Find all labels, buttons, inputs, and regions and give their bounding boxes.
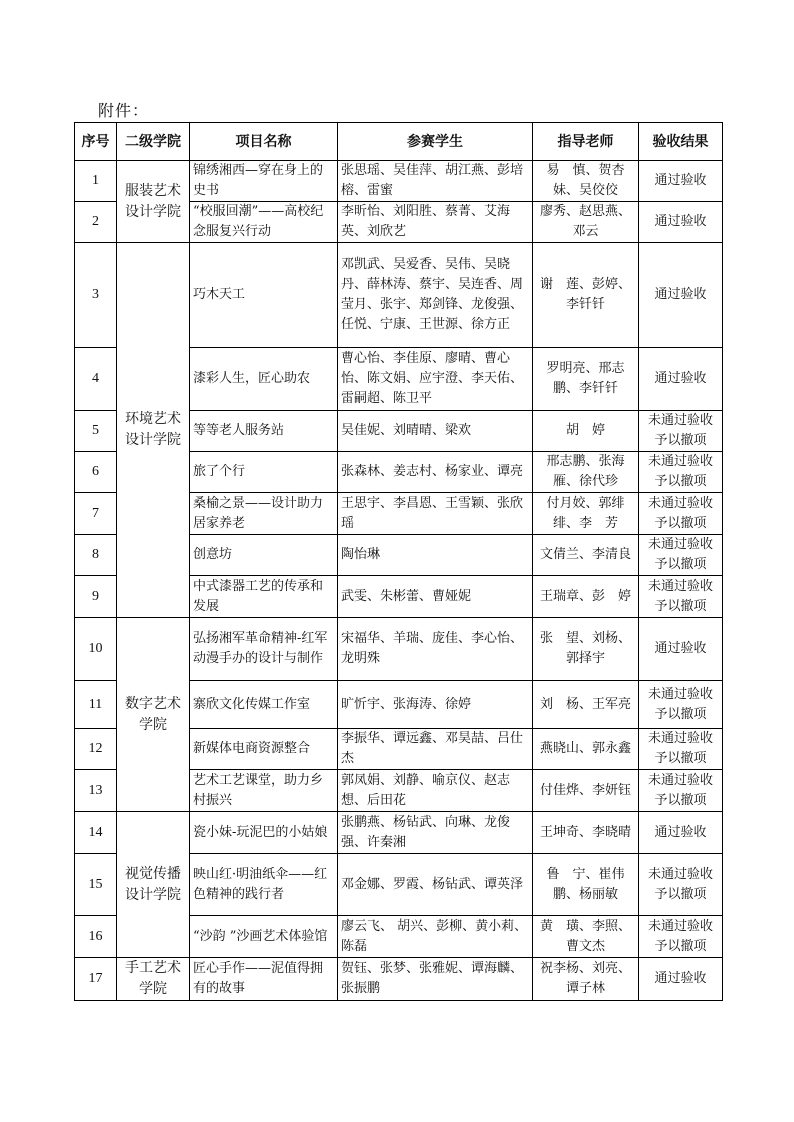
students-cell: 邓凯武、吴爱香、吴伟、吴晓丹、薛林涛、蔡宇、吴连香、周莹月、张宇、郑剑锋、龙俊强、任悦、宁康、王世源、徐方正 xyxy=(338,243,533,348)
result-cell: 通过验收 xyxy=(639,812,723,854)
project-cell: 弘扬湘军革命精神-红军动漫手办的设计与制作 xyxy=(190,618,338,681)
students-cell: 吴佳妮、刘晴晴、梁欢 xyxy=(338,411,533,452)
row-no: 5 xyxy=(75,411,117,452)
result-cell: 未通过验收予以撤项 xyxy=(639,493,723,535)
project-cell: 巧木天工 xyxy=(190,243,338,348)
row-no: 3 xyxy=(75,243,117,348)
row-no: 9 xyxy=(75,576,117,618)
row-no: 15 xyxy=(75,854,117,916)
students-cell: 王思宇、李昌恩、王雪颖、张欣瑶 xyxy=(338,493,533,535)
result-cell: 未通过验收予以撤项 xyxy=(639,411,723,452)
project-acceptance-table xyxy=(74,122,723,1001)
teachers-cell: 付佳烨、李妍钰 xyxy=(533,770,639,812)
header-students: 参赛学生 xyxy=(338,123,533,161)
department-cell: 数字艺术学院 xyxy=(117,618,190,812)
teachers-cell: 文倩兰、李清良 xyxy=(533,535,639,576)
teachers-cell: 王坤奇、李晓晴 xyxy=(533,812,639,854)
row-no: 17 xyxy=(75,958,117,1001)
result-cell: 未通过验收予以撤项 xyxy=(639,576,723,618)
result-cell: 未通过验收予以撤项 xyxy=(639,854,723,916)
table-row xyxy=(75,618,723,681)
row-no: 8 xyxy=(75,535,117,576)
project-cell: “沙韵 ”沙画艺术体验馆 xyxy=(190,916,338,958)
table-row xyxy=(75,812,723,854)
result-cell: 通过验收 xyxy=(639,202,723,243)
header-department: 二级学院 xyxy=(117,123,190,161)
department-cell: 手工艺术学院 xyxy=(117,958,190,1001)
result-cell: 未通过验收予以撤项 xyxy=(639,729,723,770)
students-cell: 贺钰、张梦、张雅妮、谭海麟、张振鹏 xyxy=(338,958,533,1001)
row-no: 14 xyxy=(75,812,117,854)
teachers-cell: 刘 杨、王军亮 xyxy=(533,681,639,729)
row-no: 16 xyxy=(75,916,117,958)
result-cell: 未通过验收予以撤项 xyxy=(639,681,723,729)
project-cell: 瓷小妹-玩泥巴的小姑娘 xyxy=(190,812,338,854)
project-cell: 新媒体电商资源整合 xyxy=(190,729,338,770)
project-cell: “校服回潮”——高校纪念服复兴行动 xyxy=(190,202,338,243)
table-row xyxy=(75,958,723,1001)
header-project: 项目名称 xyxy=(190,123,338,161)
project-cell: 映山红·明油纸伞——红色精神的践行者 xyxy=(190,854,338,916)
students-cell: 陶怡琳 xyxy=(338,535,533,576)
row-no: 2 xyxy=(75,202,117,243)
teachers-cell: 谢 莲、彭婷、李钎钎 xyxy=(533,243,639,348)
teachers-cell: 胡 婷 xyxy=(533,411,639,452)
project-cell: 艺术工艺课堂，助力乡村振兴 xyxy=(190,770,338,812)
project-cell: 漆彩人生，匠心助农 xyxy=(190,348,338,411)
row-no: 1 xyxy=(75,161,117,202)
result-cell: 通过验收 xyxy=(639,958,723,1001)
project-cell: 创意坊 xyxy=(190,535,338,576)
header-teachers: 指导老师 xyxy=(533,123,639,161)
teachers-cell: 易 慎、贺杏妹、吴佼佼 xyxy=(533,161,639,202)
header-result: 验收结果 xyxy=(639,123,723,161)
result-cell: 通过验收 xyxy=(639,243,723,348)
teachers-cell: 罗明亮、邢志鹏、李钎钎 xyxy=(533,348,639,411)
students-cell: 廖云飞、 胡兴、彭柳、黄小莉、陈磊 xyxy=(338,916,533,958)
teachers-cell: 祝李杨、刘亮、谭子林 xyxy=(533,958,639,1001)
result-cell: 未通过验收予以撤项 xyxy=(639,916,723,958)
result-cell: 未通过验收予以撤项 xyxy=(639,770,723,812)
table-row xyxy=(75,161,723,202)
teachers-cell: 鲁 宁、崔伟鹏、杨丽敏 xyxy=(533,854,639,916)
table-row xyxy=(75,243,723,348)
result-cell: 通过验收 xyxy=(639,161,723,202)
teachers-cell: 付月姣、郭绯绯、李 芳 xyxy=(533,493,639,535)
teachers-cell: 廖秀、赵思燕、邓云 xyxy=(533,202,639,243)
students-cell: 张鹏燕、杨钻武、向琳、龙俊强、许秦湘 xyxy=(338,812,533,854)
row-no: 4 xyxy=(75,348,117,411)
teachers-cell: 邢志鹏、张海雁、徐代珍 xyxy=(533,452,639,493)
result-cell: 未通过验收予以撤项 xyxy=(639,452,723,493)
row-no: 7 xyxy=(75,493,117,535)
students-cell: 张思瑶、吴佳萍、胡江燕、彭培榕、雷蜜 xyxy=(338,161,533,202)
attachment-label: 附件： xyxy=(98,101,150,120)
row-no: 10 xyxy=(75,618,117,681)
students-cell: 武雯、朱彬蕾、曹娅妮 xyxy=(338,576,533,618)
students-cell: 李昕怡、刘阳胜、蔡菁、艾海英、刘欣艺 xyxy=(338,202,533,243)
department-cell: 服装艺术设计学院 xyxy=(117,161,190,243)
students-cell: 曹心怡、李佳原、廖晴、曹心怡、陈文娟、应宇澄、李天佑、雷嗣超、陈卫平 xyxy=(338,348,533,411)
students-cell: 郭凤娟、刘静、喻京仪、赵志想、后田花 xyxy=(338,770,533,812)
students-cell: 邓金娜、罗霞、杨钻武、谭英泽 xyxy=(338,854,533,916)
teachers-cell: 张 望、刘杨、郭择宇 xyxy=(533,618,639,681)
project-cell: 寨欣文化传媒工作室 xyxy=(190,681,338,729)
teachers-cell: 王瑞章、彭 婷 xyxy=(533,576,639,618)
row-no: 6 xyxy=(75,452,117,493)
department-cell: 视觉传播设计学院 xyxy=(117,812,190,958)
row-no: 13 xyxy=(75,770,117,812)
students-cell: 宋福华、羊瑞、庞佳、李心怡、龙明殊 xyxy=(338,618,533,681)
row-no: 11 xyxy=(75,681,117,729)
project-cell: 匠心手作——泥值得拥有的故事 xyxy=(190,958,338,1001)
project-cell: 桑榆之景——设计助力居家养老 xyxy=(190,493,338,535)
table-header-row xyxy=(75,123,723,161)
teachers-cell: 黄 璜、李照、曹文杰 xyxy=(533,916,639,958)
project-cell: 旅了个行 xyxy=(190,452,338,493)
project-cell: 中式漆器工艺的传承和发展 xyxy=(190,576,338,618)
result-cell: 通过验收 xyxy=(639,618,723,681)
department-cell: 环境艺术设计学院 xyxy=(117,243,190,618)
result-cell: 通过验收 xyxy=(639,348,723,411)
students-cell: 张森林、姜志村、杨家业、谭亮 xyxy=(338,452,533,493)
row-no: 12 xyxy=(75,729,117,770)
header-no: 序号 xyxy=(75,123,117,161)
teachers-cell: 燕晓山、郭永鑫 xyxy=(533,729,639,770)
project-cell: 等等老人服务站 xyxy=(190,411,338,452)
students-cell: 旷忻宇、张海涛、徐婷 xyxy=(338,681,533,729)
project-cell: 锦绣湘西—穿在身上的史书 xyxy=(190,161,338,202)
students-cell: 李振华、谭远鑫、邓昊喆、吕仕杰 xyxy=(338,729,533,770)
result-cell: 未通过验收予以撤项 xyxy=(639,535,723,576)
